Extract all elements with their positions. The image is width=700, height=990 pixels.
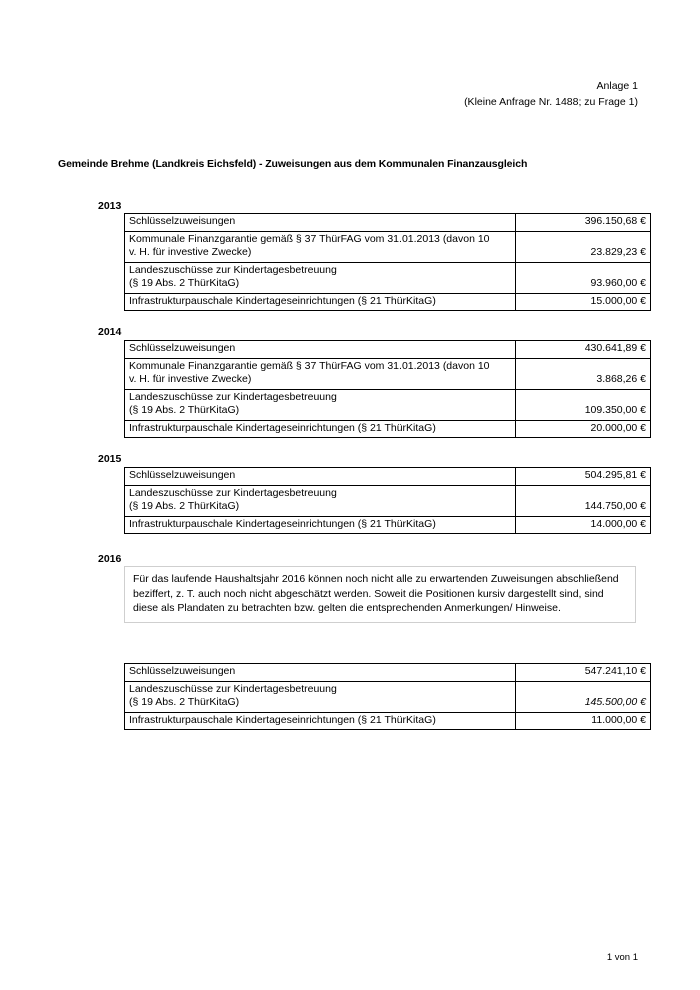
- table-row: [125, 389, 651, 420]
- row-value: 15.000,00 €: [516, 293, 651, 311]
- row-value: 93.960,00 €: [516, 262, 651, 293]
- row-label: Infrastrukturpauschale Kindertageseinrichtungen (§ 21 ThürKitaG): [125, 420, 516, 438]
- row-value: 14.000,00 €: [516, 516, 651, 534]
- row-label: Schlüsselzuweisungen: [125, 664, 516, 682]
- row-label-line2: v. H. für investive Zwecke): [129, 373, 252, 385]
- row-label: Schlüsselzuweisungen: [125, 341, 516, 359]
- row-label-line1: Landeszuschüsse zur Kindertagesbetreuung: [129, 682, 337, 695]
- row-label: Schlüsselzuweisungen: [125, 214, 516, 232]
- page-footer: 1 von 1: [606, 952, 638, 963]
- section-year-2014: 2014: [98, 326, 122, 338]
- table-2013: [124, 213, 651, 311]
- row-label-line2: (§ 19 Abs. 2 ThürKitaG): [129, 500, 240, 512]
- row-value: 144.750,00 €: [516, 485, 651, 516]
- row-value: 396.150,68 €: [516, 214, 651, 232]
- row-label: [125, 231, 516, 262]
- row-label-line1: Kommunale Finanzgarantie gemäß § 37 ThürFAG vom 31.01.2013 (davon 10: [129, 359, 490, 372]
- row-value: 547.241,10 €: [516, 664, 651, 682]
- row-value: 109.350,00 €: [516, 389, 651, 420]
- row-value: 504.295,81 €: [516, 468, 651, 486]
- row-label-line2: (§ 19 Abs. 2 ThürKitaG): [129, 404, 240, 416]
- row-value: 3.868,26 €: [516, 358, 651, 389]
- header-reference-label: (Kleine Anfrage Nr. 1488; zu Frage 1): [464, 96, 638, 108]
- row-label-line2: (§ 19 Abs. 2 ThürKitaG): [129, 277, 240, 289]
- table-row: [125, 468, 651, 486]
- row-label-line2: v. H. für investive Zwecke): [129, 246, 252, 258]
- row-label: Schlüsselzuweisungen: [125, 468, 516, 486]
- document-header: [464, 78, 638, 110]
- row-label: [125, 485, 516, 516]
- table-row: [125, 358, 651, 389]
- table-row: [125, 420, 651, 438]
- table-row: [125, 262, 651, 293]
- table-2016: [124, 663, 651, 730]
- row-label: Infrastrukturpauschale Kindertageseinrichtungen (§ 21 ThürKitaG): [125, 516, 516, 534]
- row-label-line1: Landeszuschüsse zur Kindertagesbetreuung: [129, 390, 337, 403]
- section-year-2015: 2015: [98, 453, 122, 465]
- row-value: 20.000,00 €: [516, 420, 651, 438]
- table-row: [125, 681, 651, 712]
- row-value: 145.500,00 €: [516, 681, 651, 712]
- row-value: 430.641,89 €: [516, 341, 651, 359]
- row-label-line2: (§ 19 Abs. 2 ThürKitaG): [129, 696, 240, 708]
- row-value: 23.829,23 €: [516, 231, 651, 262]
- table-2014: [124, 340, 651, 438]
- row-label: [125, 681, 516, 712]
- row-label-line1: Kommunale Finanzgarantie gemäß § 37 ThürFAG vom 31.01.2013 (davon 10: [129, 232, 490, 245]
- table-row: [125, 516, 651, 534]
- table-row: [125, 485, 651, 516]
- page-title: Gemeinde Brehme (Landkreis Eichsfeld) - Zuweisungen aus dem Kommunalen Finanzausgleich: [58, 158, 528, 170]
- header-annex-label: Anlage 1: [596, 80, 638, 92]
- section-year-2016: 2016: [98, 553, 122, 565]
- row-label: [125, 358, 516, 389]
- table-row: [125, 664, 651, 682]
- row-label: [125, 389, 516, 420]
- section-year-2013: 2013: [98, 200, 122, 212]
- table-row: [125, 293, 651, 311]
- table-2015: [124, 467, 651, 534]
- row-label: Infrastrukturpauschale Kindertageseinrichtungen (§ 21 ThürKitaG): [125, 293, 516, 311]
- section-2016-note: Für das laufende Haushaltsjahr 2016 können noch nicht alle zu erwartenden Zuweisungen abschließend beziffert, z. T. auch noch nicht abgeschätzt werden. Soweit die Positionen kursiv dargestellt sind, sind diese als Plandaten zu betrachten bzw. gelten die entsprechenden Anmerkungen/ Hinweise.: [124, 566, 636, 623]
- table-row: [125, 214, 651, 232]
- row-label: Infrastrukturpauschale Kindertageseinrichtungen (§ 21 ThürKitaG): [125, 712, 516, 730]
- row-label-line1: Landeszuschüsse zur Kindertagesbetreuung: [129, 486, 337, 499]
- table-row: [125, 231, 651, 262]
- row-label-line1: Landeszuschüsse zur Kindertagesbetreuung: [129, 263, 337, 276]
- row-value: 11.000,00 €: [516, 712, 651, 730]
- table-row: [125, 341, 651, 359]
- table-row: [125, 712, 651, 730]
- row-label: [125, 262, 516, 293]
